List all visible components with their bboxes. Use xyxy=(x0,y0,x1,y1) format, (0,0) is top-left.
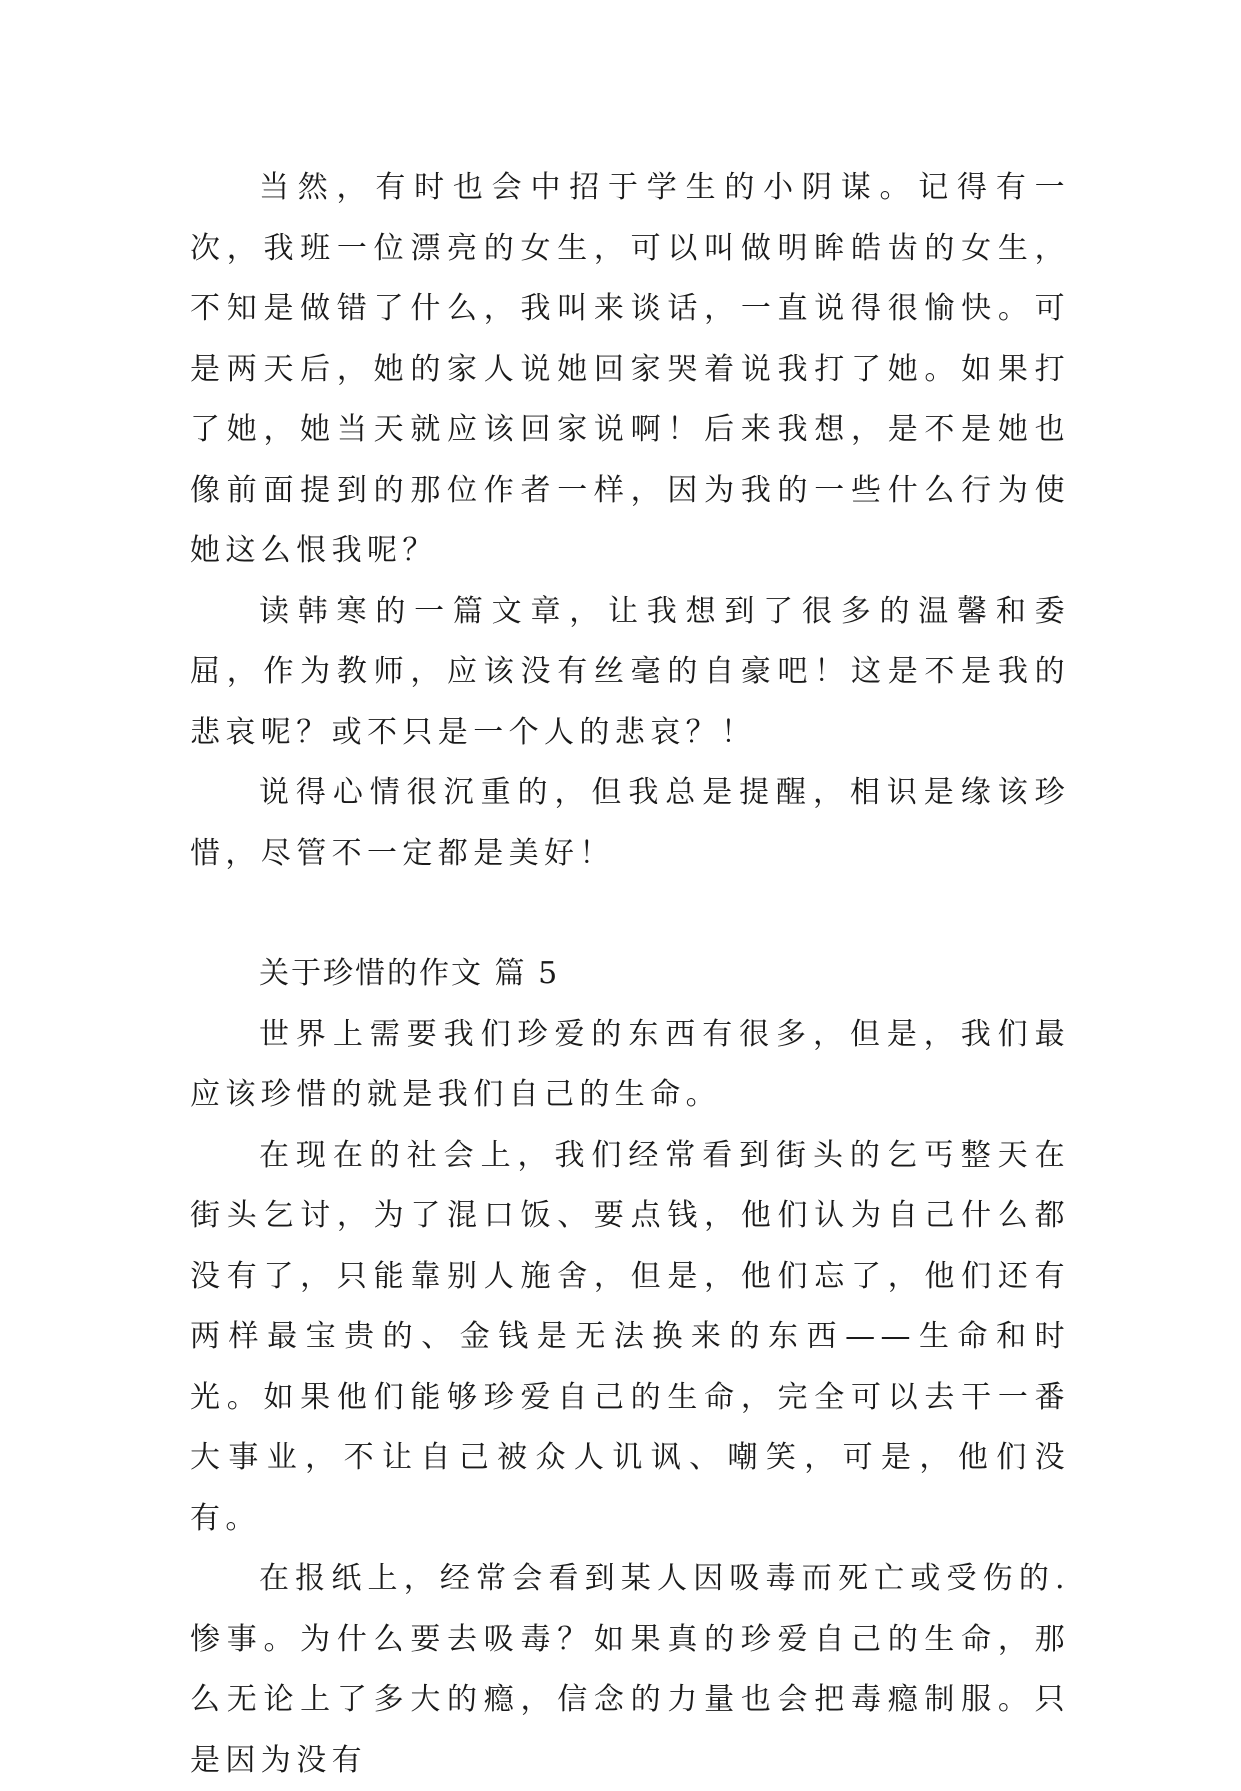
paragraph: 在现在的社会上，我们经常看到街头的乞丐整天在街头乞讨，为了混口饭、要点钱，他们认为自己什么都没有了，只能靠别人施舍，但是，他们忘了，他们还有两样最宝贵的、金钱是无法换来的东西——生命和时光。如果他们能够珍爱自己的生命，完全可以去干一番大事业，不让自己被众人讥讽、嘲笑，可是，他们没有。 xyxy=(190,1137,1070,1536)
document-body xyxy=(190,158,1070,1791)
section-heading: 关于珍惜的作文 篇 5 xyxy=(259,956,560,991)
paragraph: 世界上需要我们珍爱的东西有很多，但是，我们最应该珍惜的就是我们自己的生命。 xyxy=(190,1016,1070,1112)
paragraph: 读韩寒的一篇文章，让我想到了很多的温馨和委屈，作为教师，应该没有丝毫的自豪吧！这是不是我的悲哀呢？或不只是一个人的悲哀？！ xyxy=(190,593,1070,750)
paragraph: 说得心情很沉重的，但我总是提醒，相识是缘该珍惜，尽管不一定都是美好！ xyxy=(190,775,1070,871)
paragraph: 当然，有时也会中招于学生的小阴谋。记得有一次，我班一位漂亮的女生，可以叫做明眸皓齿的女生，不知是做错了什么，我叫来谈话，一直说得很愉快。可是两天后，她的家人说她回家哭着说我打了她。如果打了她，她当天就应该回家说啊！后来我想，是不是她也像前面提到的那位作者一样，因为我的一些什么行为使她这么恨我呢？ xyxy=(190,170,1070,568)
paragraph: 在报纸上，经常会看到某人因吸毒而死亡或受伤的.惨事。为什么要去吸毒？如果真的珍爱自己的生命，那么无论上了多大的瘾，信念的力量也会把毒瘾制服。只是因为没有 xyxy=(190,1561,1070,1778)
